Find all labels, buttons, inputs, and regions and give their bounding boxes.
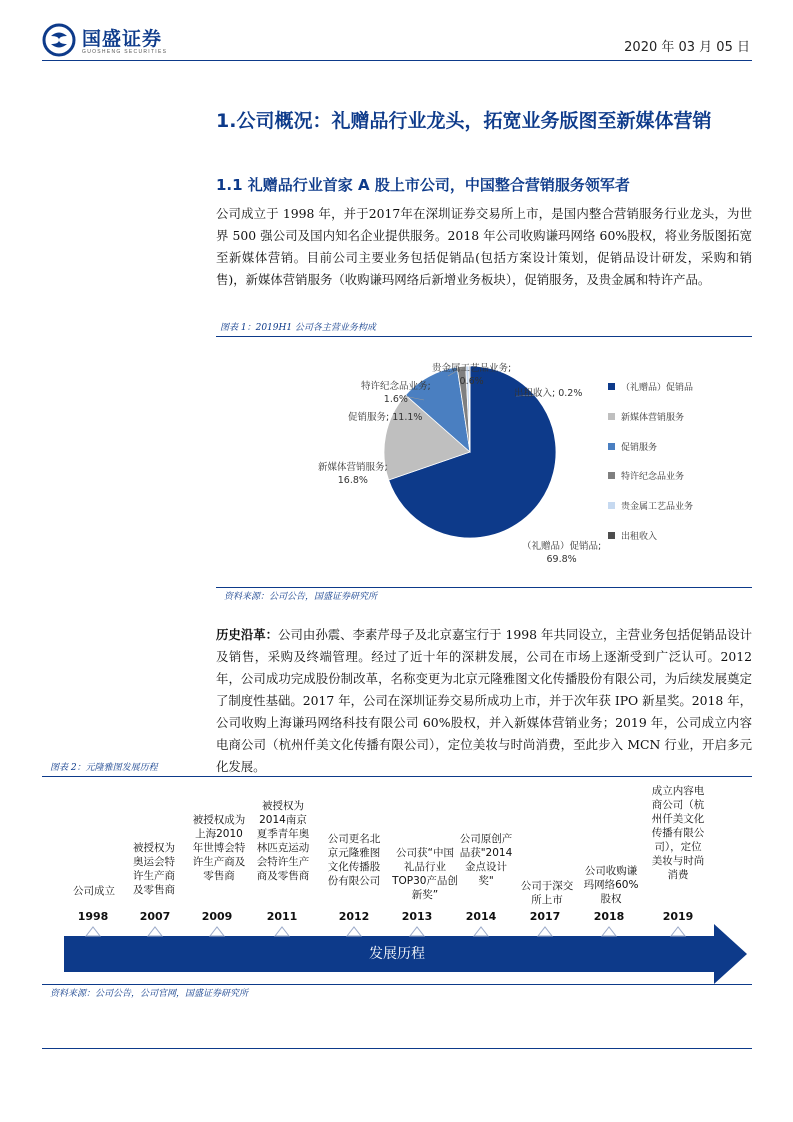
history-paragraph [216,624,752,778]
figure2-caption: 图表 2：元隆雅图发展历程 [50,763,158,773]
legend-item: 新媒体营销服务 [608,410,684,423]
legend-item: 出租收入 [608,529,657,542]
logo-subtitle: GUOSHENG SECURITIES [82,49,168,55]
pie-label-precious-metal: 贵金属工艺品业务; 0.6% [432,363,512,387]
logo-icon [42,23,76,57]
legend-item: 促销服务 [608,440,657,453]
pie-legend [608,380,748,550]
timeline-year: 2019 [662,910,694,923]
pie-label-promo-service: 促销服务; 11.1% [348,412,423,423]
timeline-year: 2014 [465,910,497,923]
timeline-event-text: 被授权为2014南京夏季青年奥林匹克运动会特许生产商及零售商 [256,800,310,882]
footer-divider [42,1048,752,1049]
history-text: 公司由孙震、李素芹母子及北京嘉宝行于 1998 年共同设立，主营业务包括促销品设计及销售，采购及终端管理。经过了近十年的深耕发展，公司在市场上逐渐受到广泛认可。2012 年，公司成功完成股份制改革，名称变更为北京元隆雅图文化传播股份有限公司，为后续发展奠定了制度性基础。2017 年，公司在深圳证券交易所成功上市，并于次年获 IPO 新星奖。2018 年，公司收购上海谦玛网络科技有限公司 60%股权，并入新媒体营销业务；2019 年，公司成立内容电商公司（杭州仟美文化传播有限公司），定位美妆与时尚消费，至此步入 MCN 行业，开启多元化发展。 [216,627,752,774]
figure1-bottom-rule [216,587,752,588]
timeline-year: 1998 [77,910,109,923]
timeline-year: 2018 [593,910,625,923]
timeline-event-text: 公司更名北京元隆雅图文化传播股份有限公司 [327,833,381,887]
timeline [42,778,752,983]
pie-label-new-media: 新媒体营销服务; 16.8% [318,462,388,486]
logo [42,22,172,58]
timeline-event-text: 公司成立 [73,885,115,897]
figure2-top-rule [42,776,752,777]
timeline-event-text: 成立内容电商公司（杭州仟美文化传播有限公司），定位美妆与时尚消费 [651,785,705,881]
timeline-year: 2011 [266,910,298,923]
legend-item: （礼赠品）促销品 [608,380,693,393]
report-date: 2020 年 03 月 05 日 [624,40,750,55]
timeline-event-text: 公司于深交所上市 [520,880,574,906]
timeline-year: 2007 [139,910,171,923]
timeline-event-text: 公司原创产品获"2014金点设计奖" [459,833,513,887]
timeline-event-text: 被授权成为上海2010年世博会特许生产商及零售商 [192,814,246,882]
timeline-year: 2009 [201,910,233,923]
pie-label-rent: 出租收入; 0.2% [514,388,583,399]
logo-text: 国盛证券 [82,28,163,50]
figure1-caption: 图表 1：2019H1 公司各主营业务构成 [220,323,376,333]
timeline-event-text: 公司获“中国礼品行业TOP30产品创新奖” [392,847,458,901]
subsection-title: 1.1 礼赠品行业首家 A 股上市公司，中国整合营销服务领军者 [216,176,630,194]
pie-label-promo-goods: （礼赠品）促销品; 69.8% [522,541,602,565]
figure1-source: 资料来源：公司公告，国盛证券研究所 [224,592,378,602]
figure1-top-rule [216,336,752,337]
header-divider [42,60,752,61]
figure2-source: 资料来源：公司公告，公司官网，国盛证券研究所 [50,989,249,999]
pie-label-licensed: 特许纪念品业务; 1.6% [361,381,431,405]
timeline-event-text: 被授权为奥运会特许生产商及零售商 [133,842,175,896]
section-title: 1.公司概况：礼赠品行业龙头，拓宽业务版图至新媒体营销 [216,110,712,132]
timeline-event-text: 公司收购谦玛网络60%股权 [583,865,639,905]
legend-item: 贵金属工艺品业务 [608,499,693,512]
pie-chart [216,340,752,585]
timeline-year: 2013 [401,910,433,923]
figure2-bottom-rule [42,984,752,985]
legend-item: 特许纪念品业务 [608,469,684,482]
timeline-arrow-label: 发展历程 [369,946,425,962]
history-label: 历史沿革： [216,627,279,642]
timeline-year: 2012 [338,910,370,923]
intro-paragraph: 公司成立于 1998 年，并于2017年在深圳证券交易所上市，是国内整合营销服务行业龙头，为世界 500 强公司及国内知名企业提供服务。2018 年公司收购谦玛网络 60%股权，将业务版图拓宽至新媒体营销。目前公司主要业务包括促销品(包括方案设计策划，促销品设计研发，采购和销售)，新媒体营销服务（收购谦玛网络后新增业务板块），促销服务，及贵金属和特许产品。 [216,206,752,287]
timeline-year: 2017 [529,910,561,923]
